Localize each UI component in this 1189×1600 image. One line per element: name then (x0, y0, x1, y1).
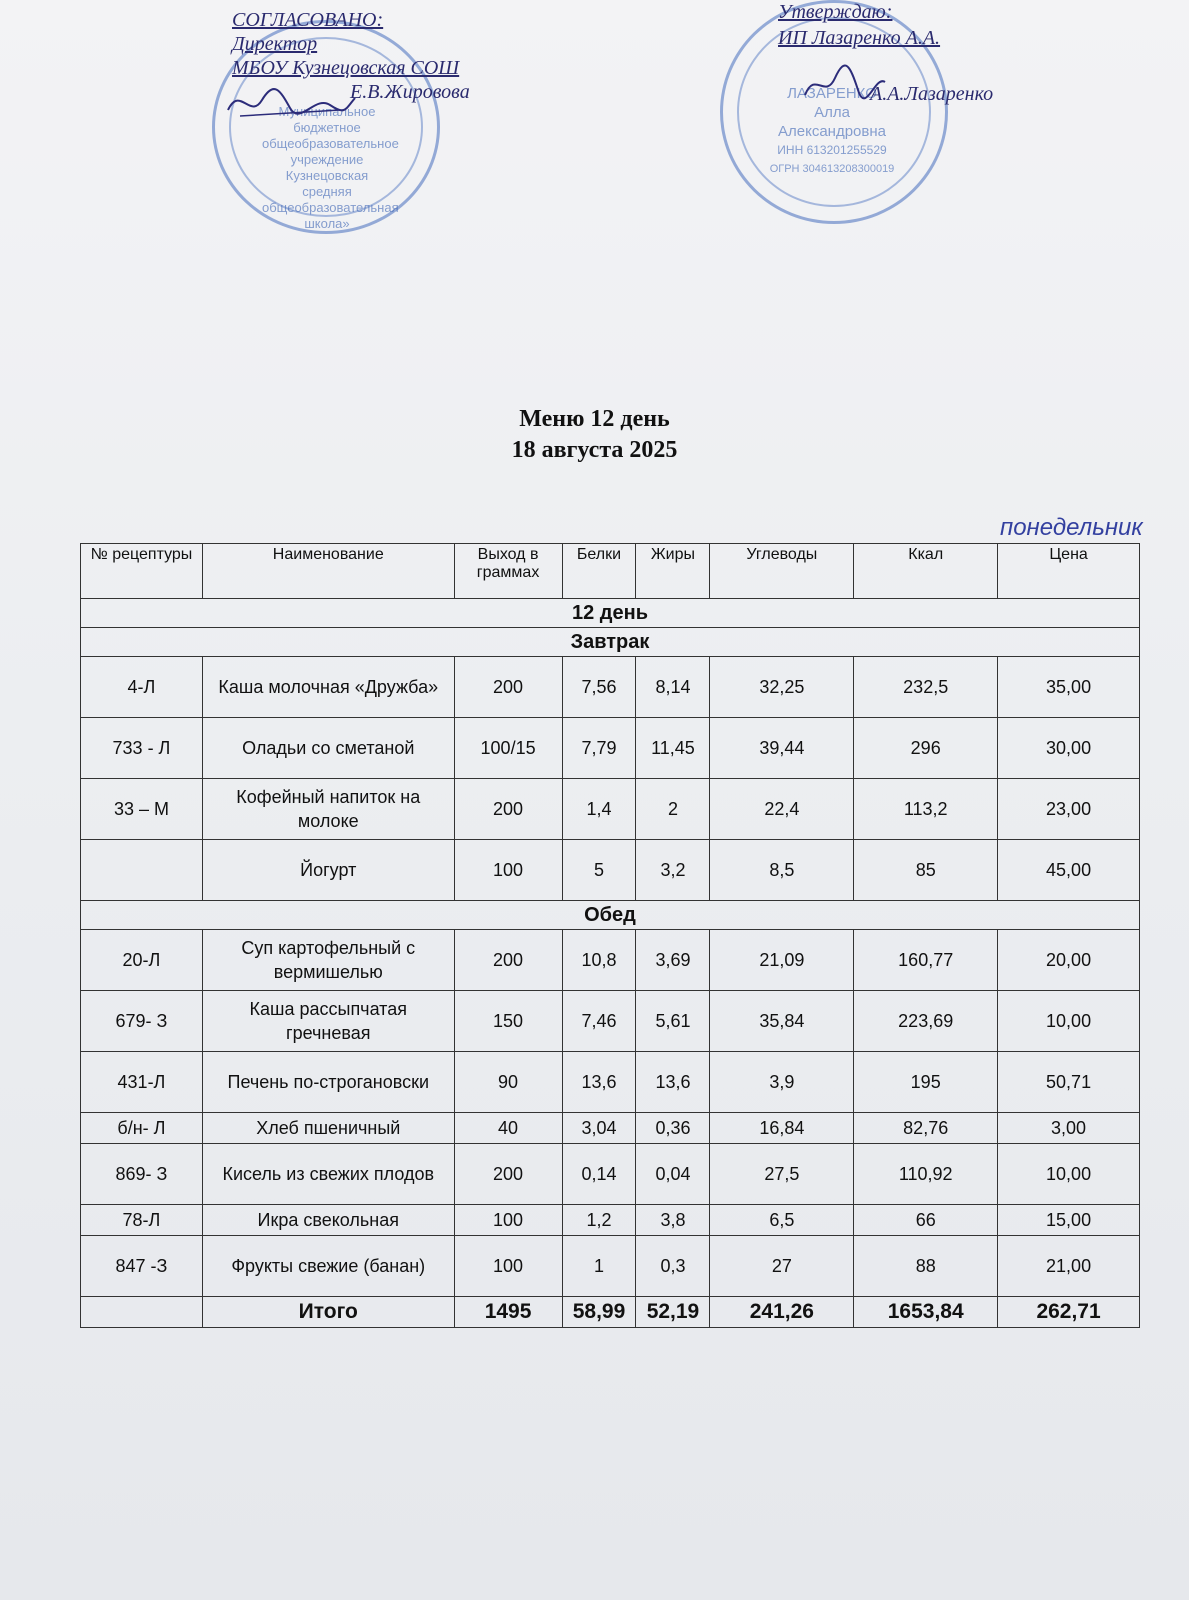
weight-cell: 200 (454, 930, 562, 991)
header-recipe-number: № рецептуры (81, 544, 203, 599)
recipe-code (81, 840, 203, 901)
dish-name: Каша молочная «Дружба» (202, 657, 454, 718)
header-carbs: Углеводы (710, 544, 854, 599)
price-cell: 45,00 (998, 840, 1140, 901)
approval-left-position: Директор (232, 33, 318, 55)
approval-right-signatory: А.А.Лазаренко (870, 83, 994, 105)
fat-cell: 0,36 (636, 1113, 710, 1144)
dish-name: Оладьи со сметаной (202, 718, 454, 779)
total-kcal: 1653,84 (854, 1297, 998, 1328)
carbs-cell: 21,09 (710, 930, 854, 991)
protein-cell: 10,8 (562, 930, 636, 991)
table-row (81, 657, 1140, 718)
kcal-cell: 110,92 (854, 1144, 998, 1205)
fat-cell: 0,04 (636, 1144, 710, 1205)
kcal-cell: 82,76 (854, 1113, 998, 1144)
recipe-code: 33 – М (81, 779, 203, 840)
protein-cell: 13,6 (562, 1052, 636, 1113)
weight-cell: 200 (454, 1144, 562, 1205)
protein-cell: 3,04 (562, 1113, 636, 1144)
carbs-cell: 16,84 (710, 1113, 854, 1144)
kcal-cell: 232,5 (854, 657, 998, 718)
table-row (81, 1113, 1140, 1144)
kcal-cell: 223,69 (854, 991, 998, 1052)
table-row (81, 779, 1140, 840)
header-fat: Жиры (636, 544, 710, 599)
school-stamp-text: Муниципальное бюджетное общеобразовательное учреждение Кузнецовская средняя общеобразовательная школа» (262, 104, 399, 231)
carbs-cell: 39,44 (710, 718, 854, 779)
lunch-section-row (81, 901, 1140, 930)
recipe-code: 869- З (81, 1144, 203, 1205)
carbs-cell: 8,5 (710, 840, 854, 901)
price-cell: 10,00 (998, 991, 1140, 1052)
recipe-code: 4-Л (81, 657, 203, 718)
protein-cell: 1,2 (562, 1205, 636, 1236)
approval-right-heading: Утверждаю: (778, 1, 893, 23)
fat-cell: 3,8 (636, 1205, 710, 1236)
breakfast-section-row (81, 628, 1140, 657)
approval-left-heading: СОГЛАСОВАНО: (232, 9, 384, 31)
menu-table (80, 543, 1140, 1328)
header-name: Наименование (202, 544, 454, 599)
lunch-label: Обед (81, 901, 1140, 930)
price-cell: 30,00 (998, 718, 1140, 779)
protein-cell: 7,46 (562, 991, 636, 1052)
dish-name: Каша рассыпчатая гречневая (202, 991, 454, 1052)
table-row (81, 840, 1140, 901)
total-label: Итого (202, 1297, 454, 1328)
fat-cell: 5,61 (636, 991, 710, 1052)
approval-left-organization: МБОУ Кузнецовская СОШ (232, 57, 460, 79)
table-row (81, 718, 1140, 779)
total-row (81, 1297, 1140, 1328)
carbs-cell: 32,25 (710, 657, 854, 718)
protein-cell: 0,14 (562, 1144, 636, 1205)
header-protein: Белки (562, 544, 636, 599)
fat-cell: 11,45 (636, 718, 710, 779)
table-header-row (81, 544, 1140, 599)
table-row (81, 1144, 1140, 1205)
price-cell: 21,00 (998, 1236, 1140, 1297)
table-row (81, 991, 1140, 1052)
fat-cell: 3,69 (636, 930, 710, 991)
weight-cell: 200 (454, 657, 562, 718)
price-cell: 23,00 (998, 779, 1140, 840)
protein-cell: 1,4 (562, 779, 636, 840)
table-row (81, 1052, 1140, 1113)
kcal-cell: 85 (854, 840, 998, 901)
total-fat: 52,19 (636, 1297, 710, 1328)
total-empty-cell (81, 1297, 203, 1328)
price-cell: 15,00 (998, 1205, 1140, 1236)
header-price: Цена (998, 544, 1140, 599)
day-row (81, 599, 1140, 628)
weight-cell: 100 (454, 1236, 562, 1297)
price-cell: 35,00 (998, 657, 1140, 718)
approval-left-signatory: Е.В.Жировова (350, 81, 470, 103)
kcal-cell: 160,77 (854, 930, 998, 991)
entrepreneur-signature (800, 60, 890, 110)
fat-cell: 13,6 (636, 1052, 710, 1113)
carbs-cell: 27,5 (710, 1144, 854, 1205)
day-label: 12 день (81, 599, 1140, 628)
kcal-cell: 195 (854, 1052, 998, 1113)
page-date: 18 августа 2025 (511, 437, 678, 463)
weight-cell: 100 (454, 840, 562, 901)
recipe-code: 78-Л (81, 1205, 203, 1236)
dish-name: Фрукты свежие (банан) (202, 1236, 454, 1297)
protein-cell: 1 (562, 1236, 636, 1297)
carbs-cell: 22,4 (710, 779, 854, 840)
dish-name: Суп картофельный с вермишелью (202, 930, 454, 991)
weight-cell: 40 (454, 1113, 562, 1144)
total-price: 262,71 (998, 1297, 1140, 1328)
header-weight: Выход в граммах (454, 544, 562, 599)
fat-cell: 2 (636, 779, 710, 840)
price-cell: 50,71 (998, 1052, 1140, 1113)
fat-cell: 3,2 (636, 840, 710, 901)
total-carbs: 241,26 (710, 1297, 854, 1328)
dish-name: Кофейный напиток на молоке (202, 779, 454, 840)
recipe-code: 431-Л (81, 1052, 203, 1113)
carbs-cell: 3,9 (710, 1052, 854, 1113)
kcal-cell: 88 (854, 1236, 998, 1297)
weight-cell: 100/15 (454, 718, 562, 779)
recipe-code: 679- З (81, 991, 203, 1052)
protein-cell: 5 (562, 840, 636, 901)
carbs-cell: 35,84 (710, 991, 854, 1052)
kcal-cell: 296 (854, 718, 998, 779)
entrepreneur-stamp-text: ЛАЗАРЕНКО Алла Александровна ИНН 613201255529 ОГРН 304613208300019 (769, 85, 895, 175)
header-kcal: Ккал (854, 544, 998, 599)
carbs-cell: 27 (710, 1236, 854, 1297)
weight-cell: 90 (454, 1052, 562, 1113)
dish-name: Кисель из свежих плодов (202, 1144, 454, 1205)
kcal-cell: 113,2 (854, 779, 998, 840)
recipe-code: 733 - Л (81, 718, 203, 779)
weight-cell: 200 (454, 779, 562, 840)
fat-cell: 0,3 (636, 1236, 710, 1297)
handwritten-weekday-note: понедельник (1000, 514, 1143, 541)
table-row (81, 1205, 1140, 1236)
dish-name: Хлеб пшеничный (202, 1113, 454, 1144)
weight-cell: 150 (454, 991, 562, 1052)
approval-right-organization: ИП Лазаренко А.А. (778, 27, 941, 49)
kcal-cell: 66 (854, 1205, 998, 1236)
table-row (81, 930, 1140, 991)
recipe-code: б/н- Л (81, 1113, 203, 1144)
dish-name: Йогурт (202, 840, 454, 901)
recipe-code: 847 -З (81, 1236, 203, 1297)
price-cell: 20,00 (998, 930, 1140, 991)
table-row (81, 1236, 1140, 1297)
carbs-cell: 6,5 (710, 1205, 854, 1236)
protein-cell: 7,56 (562, 657, 636, 718)
breakfast-label: Завтрак (81, 628, 1140, 657)
page-title: Меню 12 день (519, 406, 670, 432)
protein-cell: 7,79 (562, 718, 636, 779)
total-protein: 58,99 (562, 1297, 636, 1328)
recipe-code: 20-Л (81, 930, 203, 991)
total-weight: 1495 (454, 1297, 562, 1328)
weight-cell: 100 (454, 1205, 562, 1236)
dish-name: Икра свекольная (202, 1205, 454, 1236)
director-signature (220, 80, 360, 130)
price-cell: 10,00 (998, 1144, 1140, 1205)
dish-name: Печень по-строгановски (202, 1052, 454, 1113)
fat-cell: 8,14 (636, 657, 710, 718)
price-cell: 3,00 (998, 1113, 1140, 1144)
